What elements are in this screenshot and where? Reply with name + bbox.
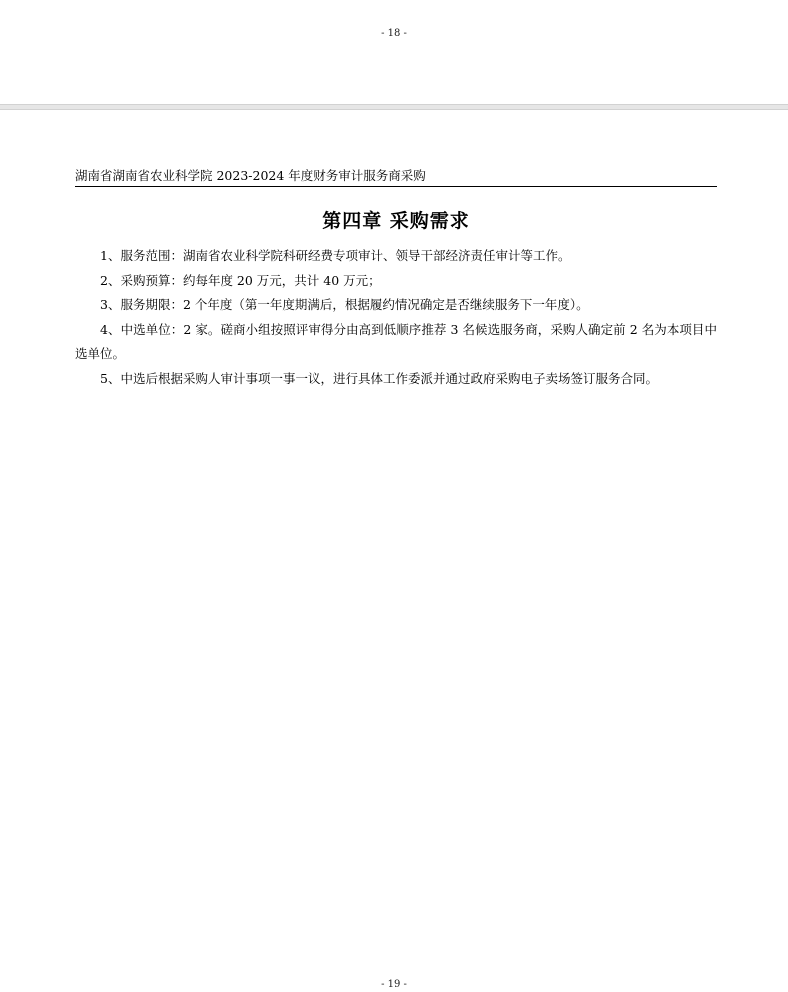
running-header: 湖南省湖南省农业科学院 2023-2024 年度财务审计服务商采购 — [75, 167, 717, 187]
page-separator — [0, 104, 788, 110]
previous-page-number: - 18 - — [381, 28, 407, 39]
paragraph-service-scope: 1、服务范围：湖南省农业科学院科研经费专项审计、领导干部经济责任审计等工作。 — [100, 248, 571, 263]
page-number: - 19 - — [381, 979, 407, 990]
paragraph-budget: 2、采购预算：约每年度 20 万元，共计 40 万元； — [100, 272, 381, 288]
previous-page-bottom — [0, 0, 788, 104]
body-text — [75, 244, 717, 391]
paragraph-service-period: 3、服务期限：2 个年度（第一年度期满后，根据履约情况确定是否继续服务下一年度）。 — [100, 297, 589, 312]
paragraph-selected-units: 4、中选单位：2 家。磋商小组按照评审得分由高到低顺序推荐 3 名候选服务商，采购人确定前 2 名为本项目中选单位。 — [75, 321, 717, 361]
paragraph-contract: 5、中选后根据采购人审计事项一事一议，进行具体工作委派并通过政府采购电子卖场签订服务合同。 — [100, 370, 658, 386]
chapter-title: 第四章 采购需求 — [322, 210, 470, 232]
